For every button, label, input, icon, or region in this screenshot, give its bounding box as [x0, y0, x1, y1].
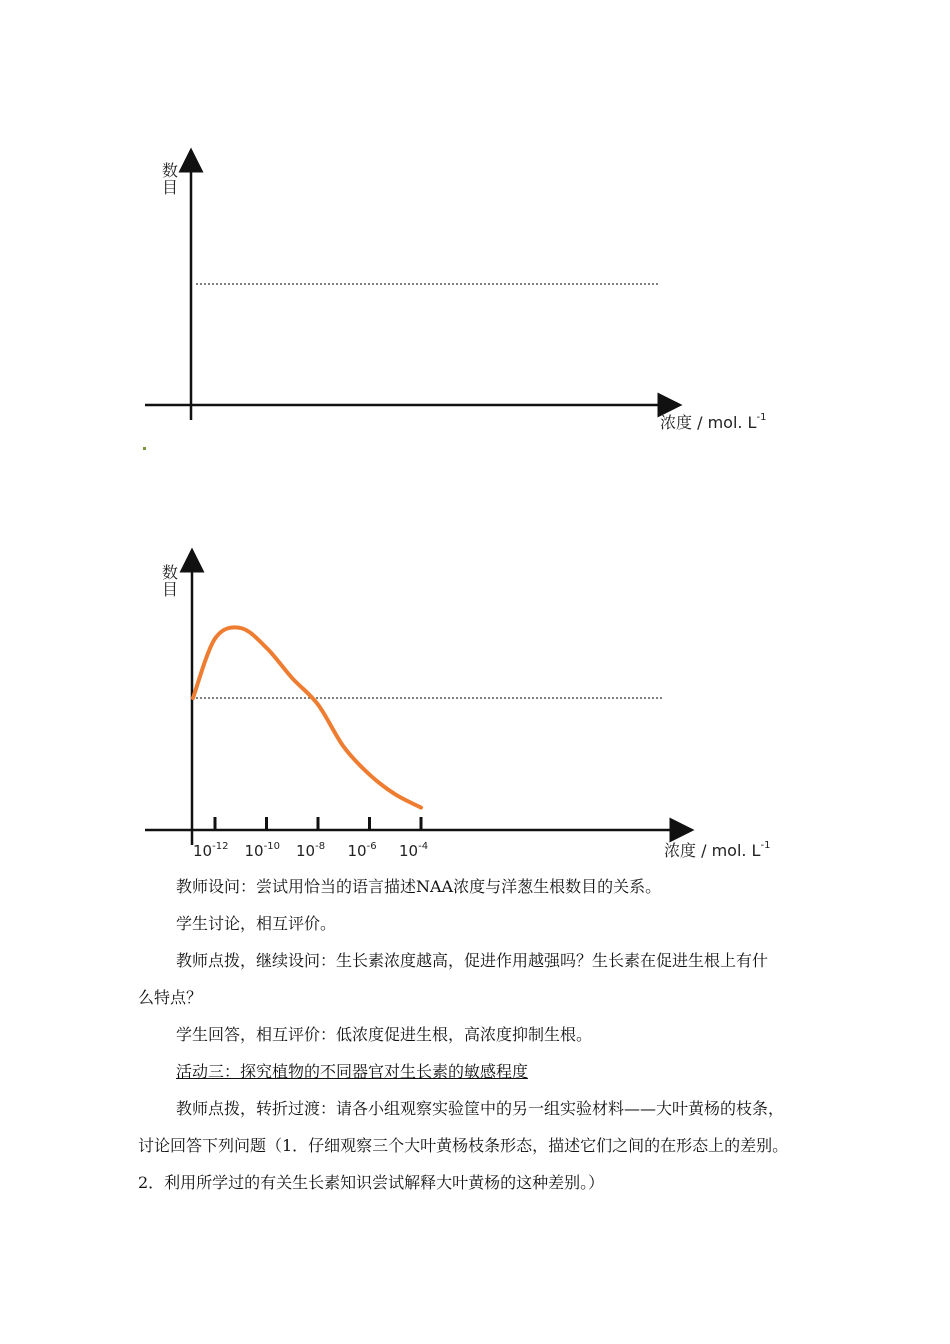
stray-mark: [143, 447, 146, 450]
paragraph-2: 学生讨论，相互评价。: [176, 914, 337, 933]
body-text: [138, 868, 828, 1201]
activity-heading: 活动三：探究植物的不同器官对生长素的敏感程度: [176, 1062, 529, 1081]
chart-2-tick-label-2: $10^{-8}$: [296, 841, 326, 860]
chart-1-ylabel: 数目: [162, 161, 179, 197]
chart-2-tick-label-3: $10^{-6}$: [347, 841, 377, 860]
chart-2-tick-label-0: $10^{-12}$: [193, 841, 229, 860]
chart-2-ticks: [193, 817, 428, 860]
chart-2-tick-label-1: $10^{-10}$: [244, 841, 280, 860]
chart-2-ylabel: 数目: [162, 563, 179, 599]
paragraph-1: 教师设问：尝试用恰当的语言描述NAA浓度与洋葱生根数目的关系。: [176, 877, 662, 896]
paragraph-9: 2．利用所学过的有关生长素知识尝试解释大叶黄杨的这种差别。）: [138, 1173, 605, 1192]
paragraph-8: 讨论回答下列问题（1．仔细观察三个大叶黄杨枝条形态，描述它们之间的在形态上的差别。: [138, 1136, 789, 1155]
chart-2-series-curve: [193, 627, 421, 807]
chart-2: [145, 560, 770, 860]
chart-2-tick-label-4: $10^{-4}$: [399, 841, 429, 860]
paragraph-3: 教师点拨，继续设问：生长素浓度越高，促进作用越强吗？生长素在促进生根上有什: [176, 951, 769, 970]
chart-2-xlabel: 浓度 / mol. $L^{-1}$: [664, 840, 771, 860]
paragraph-7: 教师点拨，转折过渡：请各小组观察实验筐中的另一组实验材料——大叶黄杨的枝条，: [176, 1099, 785, 1118]
paragraph-5: 学生回答，相互评价：低浓度促进生根，高浓度抑制生根。: [176, 1025, 593, 1044]
paragraph-4: 么特点？: [138, 988, 203, 1007]
chart-1: [145, 160, 766, 432]
chart-1-xlabel: 浓度 / mol. $L^{-1}$: [660, 412, 767, 432]
